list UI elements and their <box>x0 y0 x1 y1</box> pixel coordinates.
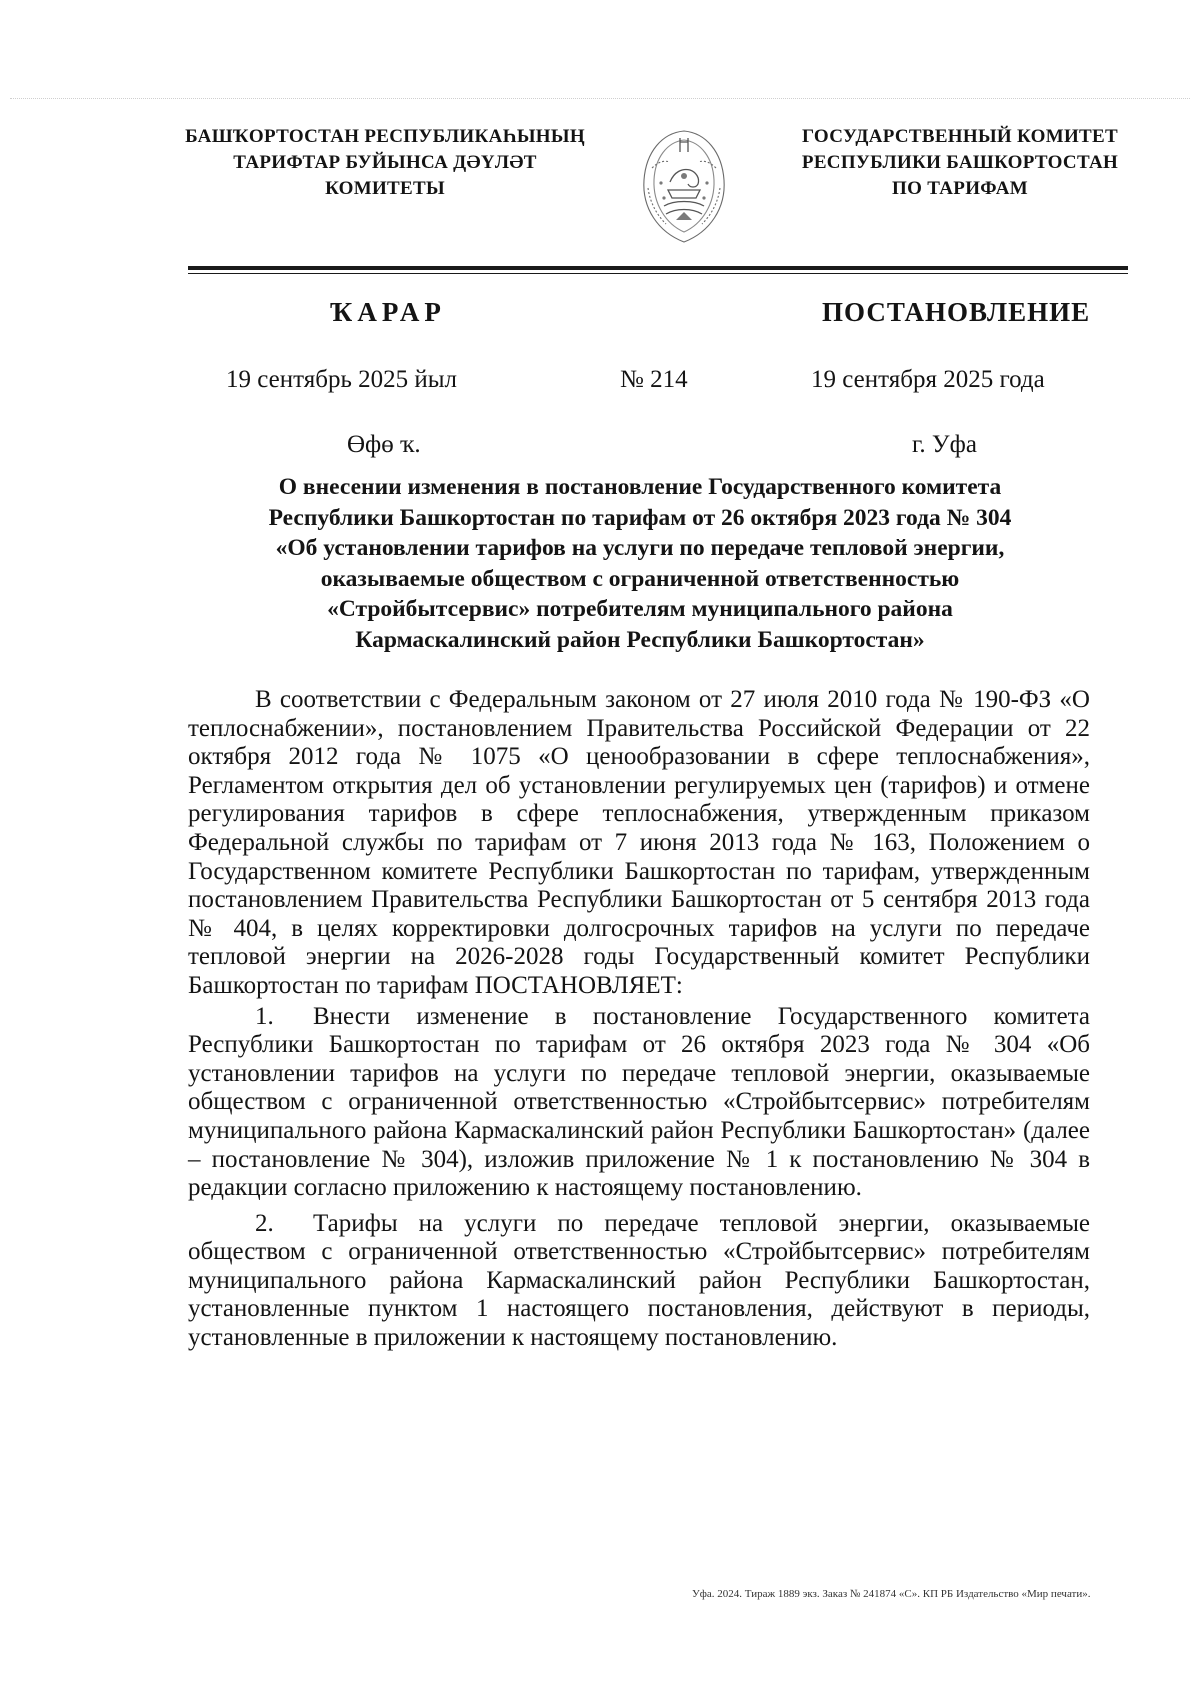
item-paragraph-1 <box>188 1003 1090 1203</box>
date-russian: 19 сентября 2025 года <box>811 366 1045 393</box>
coat-of-arms-icon <box>634 128 734 246</box>
document-number: № 214 <box>620 366 688 393</box>
item-paragraph-2 <box>188 1210 1090 1353</box>
title-postanovlenie: ПОСТАНОВЛЕНИЕ <box>822 297 1091 327</box>
header-bashkir <box>165 124 605 202</box>
header-left-line-3: КОМИТЕТЫ <box>325 178 445 199</box>
header-right-line-2: РЕСПУБЛИКИ БАШКОРТОСТАН <box>801 152 1119 173</box>
city-bashkir: Өфө ҡ. <box>347 431 421 458</box>
scan-border-line <box>10 98 1190 99</box>
header-right-line-1: ГОСУДАРСТВЕННЫЙ КОМИТЕТ <box>802 126 1118 147</box>
item-number: 2. <box>255 1209 274 1237</box>
preamble-paragraph: В соответствии с Федеральным законом от 27 июля 2010 года № 190-ФЗ «О теплоснабжении», постановлением Правительства Российской Федерации от 22 октября 2012 года № 1075 «О ценообразовании в сфере теплоснабжения», Регламентом открытия дел об установлении регулируемых цен (тарифов) и отмене регулирования тарифов в сфере теплоснабжения, утвержденным приказом Федеральной службы по тарифам от 7 июня 2013 года № 163, Положением о Государственном комитете Республики Башкортостан по тарифам, утвержденным постановлением Правительства Республики Башкортостан от 5 сентября 2013 года № 404, в целях корректировки долгосрочных тарифов на услуги по передаче тепловой энергии на 2026-2028 годы Государственный комитет Республики Башкортостан по тарифам ПОСТАНОВЛЯЕТ: <box>188 686 1090 999</box>
document-body <box>188 686 1090 1353</box>
date-bashkir: 19 сентябрь 2025 йыл <box>226 366 457 393</box>
header-divider-thick <box>188 266 1128 270</box>
city-russian: г. Уфа <box>912 431 977 458</box>
header-left-line-1: БАШҠОРТОСТАН РЕСПУБЛИКАҺЫНЫҢ <box>185 126 585 147</box>
item-number: 1. <box>255 1002 274 1030</box>
header-right-line-3: ПО ТАРИФАМ <box>892 178 1028 199</box>
item-text: Тарифы на услуги по передаче тепловой энергии, оказываемые обществом с ограниченной ответственностью «Стройбытсервис» потребителям муниципального района Кармаскалинский район Республики Башкортостан, установленные пунктом 1 настоящего постановления, действуют в периоды, установленные в приложении к настоящему постановлению. <box>188 1209 1090 1352</box>
print-footer: Уфа. 2024. Тираж 1889 экз. Заказ № 241874 «С». КП РБ Издательство «Мир печати». <box>692 1588 1091 1600</box>
header-divider-thin <box>188 273 1128 274</box>
heading-line: О внесении изменения в постановление Государственного комитета <box>278 474 1002 500</box>
heading-line: оказываемые обществом с ограниченной ответственностью <box>320 565 960 592</box>
heading-line: «Стройбытсервис» потребителям муниципального района <box>327 596 953 622</box>
header-russian <box>770 124 1150 202</box>
heading-line: Республики Башкортостан по тарифам от 26 октября 2023 года № 304 <box>268 504 1012 531</box>
document-heading <box>160 472 1120 655</box>
item-text: Внести изменение в постановление Государственного комитета Республики Башкортостан по тарифам от 26 октября 2023 года № 304 «Об установлении тарифов на услуги по передаче тепловой энергии, оказываемые обществом с ограниченной ответственностью «Стройбытсервис» потребителям муниципального района Кармаскалинский район Республики Башкортостан» (далее – постановление № 304), изложив приложение № 1 к постановлению № 304 в редакции согласно приложению к настоящему постановлению. <box>188 1002 1090 1202</box>
heading-line: Кармаскалинский район Республики Башкортостан» <box>355 626 925 653</box>
heading-line: «Об установлении тарифов на услуги по передаче тепловой энергии, <box>275 535 1005 561</box>
title-karar: ҠАРАР <box>330 297 446 327</box>
header-left-line-2: ТАРИФТАР БУЙЫНСА ДӘҮЛӘТ <box>233 152 537 173</box>
